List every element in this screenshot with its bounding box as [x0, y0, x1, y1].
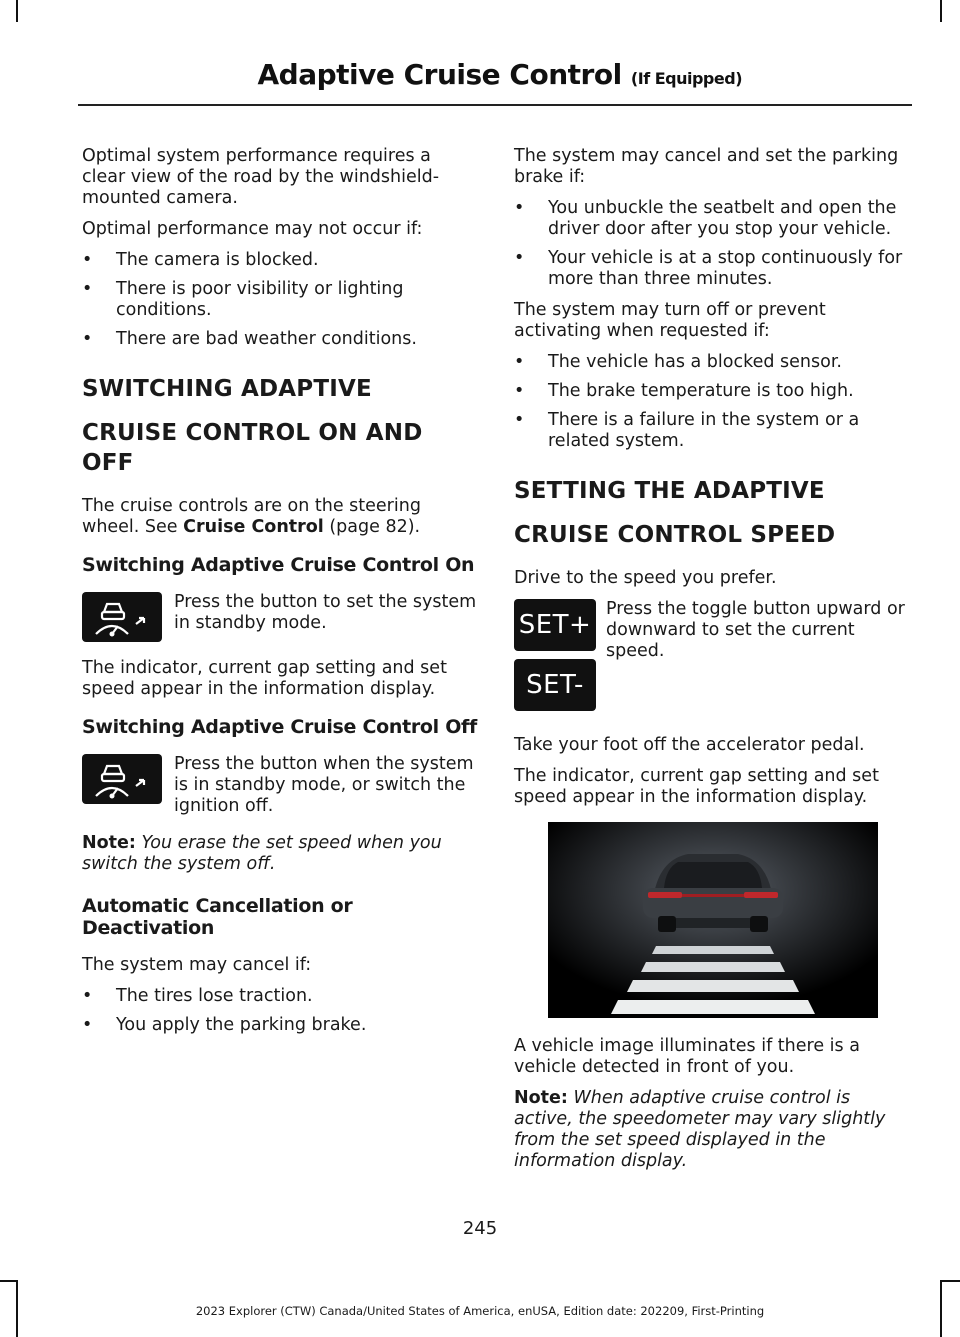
- set-plus-button-icon: SET+: [514, 599, 596, 651]
- bullet-list: [82, 250, 478, 350]
- instruction-text: Press the button to set the system in standby mode.: [174, 592, 477, 633]
- paragraph: Optimal system performance requires a clear view of the road by the windshield-mounted camera.: [82, 146, 440, 208]
- right-column: [514, 146, 910, 1182]
- adaptive-cruise-icon: [82, 754, 162, 804]
- list-item: • The vehicle has a blocked sensor.: [514, 352, 910, 373]
- list-item: • Your vehicle is at a stop continuously for more than three minutes.: [514, 248, 910, 290]
- crop-mark-top-right: [940, 0, 942, 22]
- cross-reference-link[interactable]: Cruise Control: [183, 517, 324, 537]
- bullet-list: [514, 352, 910, 452]
- subheading-on: Switching Adaptive Cruise Control On: [82, 554, 475, 576]
- paragraph: The indicator, current gap setting and set speed appear in the information display.: [514, 766, 879, 807]
- bullet-list: [82, 986, 478, 1036]
- header-title: Adaptive Cruise Control: [257, 58, 622, 91]
- paragraph: The cruise controls are on the steering wheel. See Cruise Control (page 82).: [82, 496, 421, 537]
- paragraph: The system may cancel if:: [82, 955, 312, 975]
- crop-mark-bottom-right-h: [940, 1280, 960, 1282]
- icon-instruction-on: [82, 592, 478, 642]
- section-heading-setting: SETTING THE ADAPTIVE CRUISE CONTROL SPEED: [514, 478, 836, 548]
- list-item: • The brake temperature is too high.: [514, 381, 910, 402]
- header-rule: [78, 104, 912, 106]
- instruction-text: Press the button when the system is in standby mode, or switch the ignition off.: [174, 754, 474, 816]
- list-item: • There is a failure in the system or a related system.: [514, 410, 910, 452]
- subheading-off: Switching Adaptive Cruise Control Off: [82, 716, 477, 738]
- paragraph: The system may turn off or prevent activating when requested if:: [514, 300, 826, 341]
- section-heading-switching: SWITCHING ADAPTIVE CRUISE CONTROL ON AND OFF: [82, 376, 423, 476]
- left-column: [82, 146, 478, 1046]
- paragraph: A vehicle image illuminates if there is a vehicle detected in front of you.: [514, 1036, 860, 1077]
- icon-instruction-off: [82, 754, 478, 817]
- paragraph: The system may cancel and set the parking brake if:: [514, 146, 899, 187]
- paragraph: Optimal performance may not occur if:: [82, 219, 423, 239]
- bullet-list: [514, 198, 910, 290]
- note: Note: When adaptive cruise control is active, the speedometer may vary slightly from the set speed displayed in the information display.: [514, 1088, 886, 1171]
- edition-footer: 2023 Explorer (CTW) Canada/United States of America, enUSA, Edition date: 202209, First-Printing: [195, 1304, 765, 1318]
- paragraph: The indicator, current gap setting and set speed appear in the information display.: [82, 658, 447, 699]
- note: Note: You erase the set speed when you switch the system off.: [82, 833, 442, 874]
- header-subtitle: (If Equipped): [630, 69, 742, 88]
- list-item: • You unbuckle the seatbelt and open the driver door after you stop your vehicle.: [514, 198, 910, 240]
- page-header: [258, 58, 743, 91]
- crop-mark-bottom-left-h: [0, 1280, 18, 1282]
- page-number: 245: [462, 1218, 498, 1239]
- paragraph: Drive to the speed you prefer.: [514, 568, 777, 588]
- set-minus-button-icon: SET-: [514, 659, 596, 711]
- set-toggle-buttons: [514, 599, 596, 719]
- subheading-automatic: Automatic Cancellation or Deactivation: [82, 895, 353, 939]
- lead-vehicle-illustration: [548, 822, 878, 1018]
- set-button-instruction: [514, 599, 910, 719]
- list-item: • You apply the parking brake.: [82, 1015, 478, 1036]
- adaptive-cruise-icon: [82, 592, 162, 642]
- list-item: • There is poor visibility or lighting conditions.: [82, 279, 478, 321]
- instruction-text: Press the toggle button upward or downward to set the current speed.: [606, 599, 905, 661]
- list-item: • The camera is blocked.: [82, 250, 478, 271]
- paragraph: Take your foot off the accelerator pedal.: [514, 735, 865, 755]
- list-item: • There are bad weather conditions.: [82, 329, 478, 350]
- list-item: • The tires lose traction.: [82, 986, 478, 1007]
- crop-mark-top-left: [16, 0, 18, 22]
